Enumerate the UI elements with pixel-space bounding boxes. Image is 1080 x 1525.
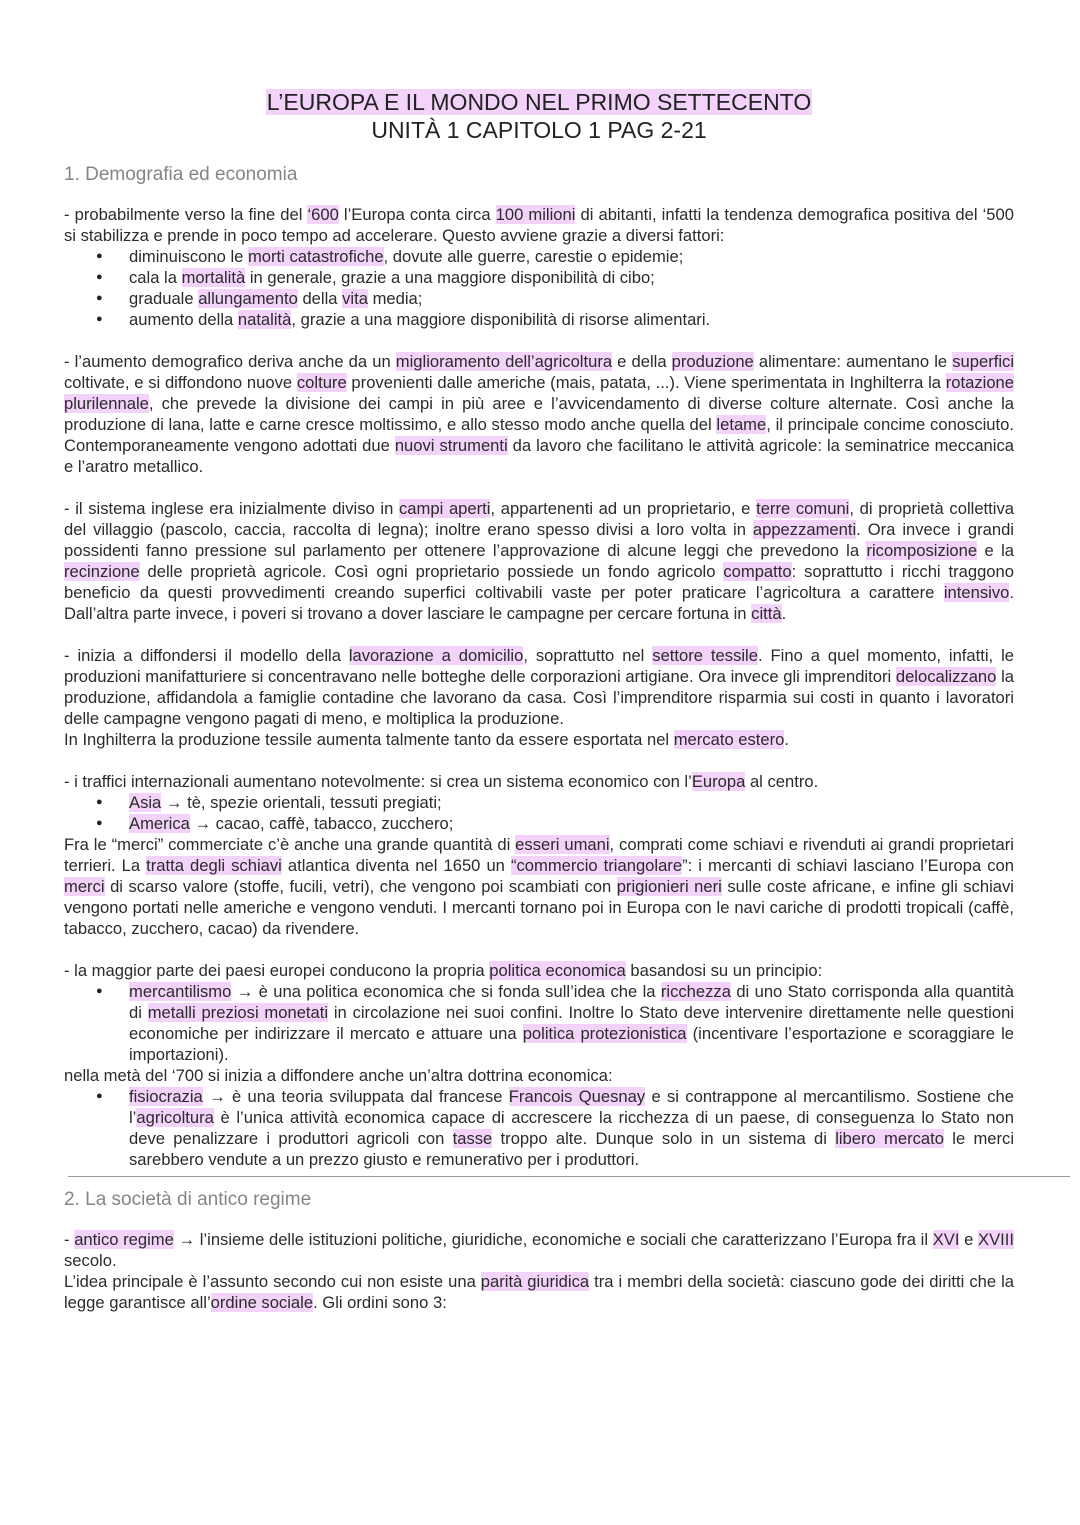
section-heading-demografia: 1. Demografia ed economia <box>64 164 298 185</box>
document-subtitle: UNITÀ 1 CAPITOLO 1 PAG 2-21 <box>371 117 707 143</box>
document-page <box>64 88 1014 1313</box>
trade-list <box>64 792 1014 834</box>
list-item: ● Asia → tè, spezie orientali, tessuti pregiati; <box>129 792 1014 813</box>
list-item: ● mercantilismo → è una politica economica che si fonda sull’idea che la ricchezza di uno Stato corrisponda alla quantità di metalli preziosi monetati in circolazione nei suoi confini. Inoltre lo Stato deve intervenire direttamente nelle questioni economiche per indirizzare il mercato e attuare una politica protezionistica (incentivare l’esportazione e scoraggiare le importazioni). <box>129 981 1014 1065</box>
paragraph-english-system: - il sistema inglese era inizialmente diviso in campi aperti, appartenenti ad un proprietario, e terre comuni, di proprietà collettiva del villaggio (pascolo, caccia, raccolta di legna); inoltre erano spesso divisi a loro volta in appezzamenti. Ora invece i grandi possidenti fanno pressione sul parlamento per ottenere l’approvazione di alcune leggi che prevedono la ricomposizione e la recinzione delle proprietà agricole. Così ogni proprietario possiede un fondo agricolo compatto: soprattutto i ricchi traggono beneficio da questi provvedimenti creando superfici coltivabili vaste per poter praticare l’agricoltura a carattere intensivo. Dall’altra parte invece, i poveri si trovano a dover lasciare le campagne per cercare fortuna in città. <box>64 499 1014 623</box>
paragraph-other-doctrine: nella metà del ‘700 si inizia a diffondere anche un’altra dottrina economica: <box>64 1066 613 1085</box>
paragraph-trade: - i traffici internazionali aumentano notevolmente: si crea un sistema economico con l’Europa al centro. <box>64 772 819 791</box>
list-item: ● America → cacao, caffè, tabacco, zucchero; <box>129 813 1014 834</box>
list-item: ● aumento della natalità, grazie a una maggiore disponibilità di risorse alimentari. <box>129 309 1014 330</box>
document-title: L’EUROPA E IL MONDO NEL PRIMO SETTECENTO <box>266 89 812 115</box>
paragraph-agriculture: - l’aumento demografico deriva anche da un miglioramento dell’agricoltura e della produzione alimentare: aumentano le superfici coltivate, e si diffondono nuove colture provenienti dalle americhe (mais, patata, ...). Viene sperimentata in Inghilterra la rotazione plurilennale, che prevede la divisione dei campi in più aree e l’avvicendamento di diverse colture alternate. Così anche la produzione di lana, latte e carne cresce moltissimo, e allo stesso modo anche quella del letame, il principale concime conosciuto. Contemporaneamente vengono adottati due nuovi strumenti da lavoro che facilitano le attività agricole: la seminatrice meccanica e l’aratro metallico. <box>64 352 1015 476</box>
paragraph-economic-policy: - la maggior parte dei paesi europei conducono la propria politica economica basandosi su un principio: <box>64 961 823 980</box>
paragraph-antico-regime: - antico regime → l’insieme delle istituzioni politiche, giuridiche, economiche e sociali che caratterizzano l’Europa fra il XVI e XVIII secolo. <box>64 1230 1014 1270</box>
list-item: ● fisiocrazia → è una teoria sviluppata dal francese Francois Quesnay e si contrappone al mercantilismo. Sostiene che l’agricoltura è l’unica attività economica capace di accrescere la ricchezza di un paese, di conseguenza lo Stato non deve penalizzare i produttori agricoli con tasse troppo alte. Dunque solo in un sistema di libero mercato le merci sarebbero vendute a un prezzo giusto e remunerativo per i produttori. <box>129 1086 1014 1170</box>
mercantilism-list <box>64 981 1014 1065</box>
paragraph-slave-trade: Fra le “merci” commerciate c’è anche una grande quantità di esseri umani, comprati come schiavi e rivenduti ai grandi proprietari terrieri. La tratta degli schiavi atlantica diventa nel 1650 un “commercio triangolare”: i mercanti di schiavi lasciano l’Europa con merci di scarso valore (stoffe, fucili, vetri), che vengono poi scambiati con prigionieri neri sulle coste africane, e infine gli schiavi vengono portati nelle americhe e vengono venduti. I mercanti tornano poi in Europa con le navi cariche di prodotti tropicali (caffè, tabacco, zucchero, cacao) da rivendere. <box>64 835 1014 938</box>
paragraph-population: - probabilmente verso la fine del ‘600 l’Europa conta circa 100 milioni di abitanti, infatti la tendenza demografica positiva del ‘500 si stabilizza e prende in poco tempo ad accelerare. Questo avviene grazie a diversi fattori: <box>64 205 1014 245</box>
section-heading-antico-regime: 2. La società di antico regime <box>64 1189 312 1210</box>
list-item: ● graduale allungamento della vita media; <box>129 288 1014 309</box>
section-divider <box>68 1176 1070 1177</box>
physiocracy-list <box>64 1086 1014 1170</box>
list-item: ● cala la mortalità in generale, grazie a una maggiore disponibilità di cibo; <box>129 267 1014 288</box>
factors-list <box>64 246 1014 330</box>
list-item: ● diminuiscono le morti catastrofiche, dovute alle guerre, carestie o epidemie; <box>129 246 1014 267</box>
paragraph-home-work: - inizia a diffondersi il modello della lavorazione a domicilio, soprattutto nel settore tessile. Fino a quel momento, infatti, le produzioni manifatturiere si concentravano nelle botteghe delle corporazioni artigiane. Ora invece gli imprenditori delocalizzano la produzione, affidandola a famiglie contadine che lavorano da casa. Così l’imprenditore risparmia sui costi in quanto i lavoratori delle campagne vengono pagati di meno, e moltiplica la produzione. <box>64 646 1014 728</box>
paragraph-legal-parity: L’idea principale è l’assunto secondo cui non esiste una parità giuridica tra i membri della società: ciascuno gode dei diritti che la legge garantisce all’ordine sociale. Gli ordini sono 3: <box>64 1272 1014 1312</box>
paragraph-textile-export: In Inghilterra la produzione tessile aumenta talmente tanto da essere esportata nel mercato estero. <box>64 730 790 749</box>
